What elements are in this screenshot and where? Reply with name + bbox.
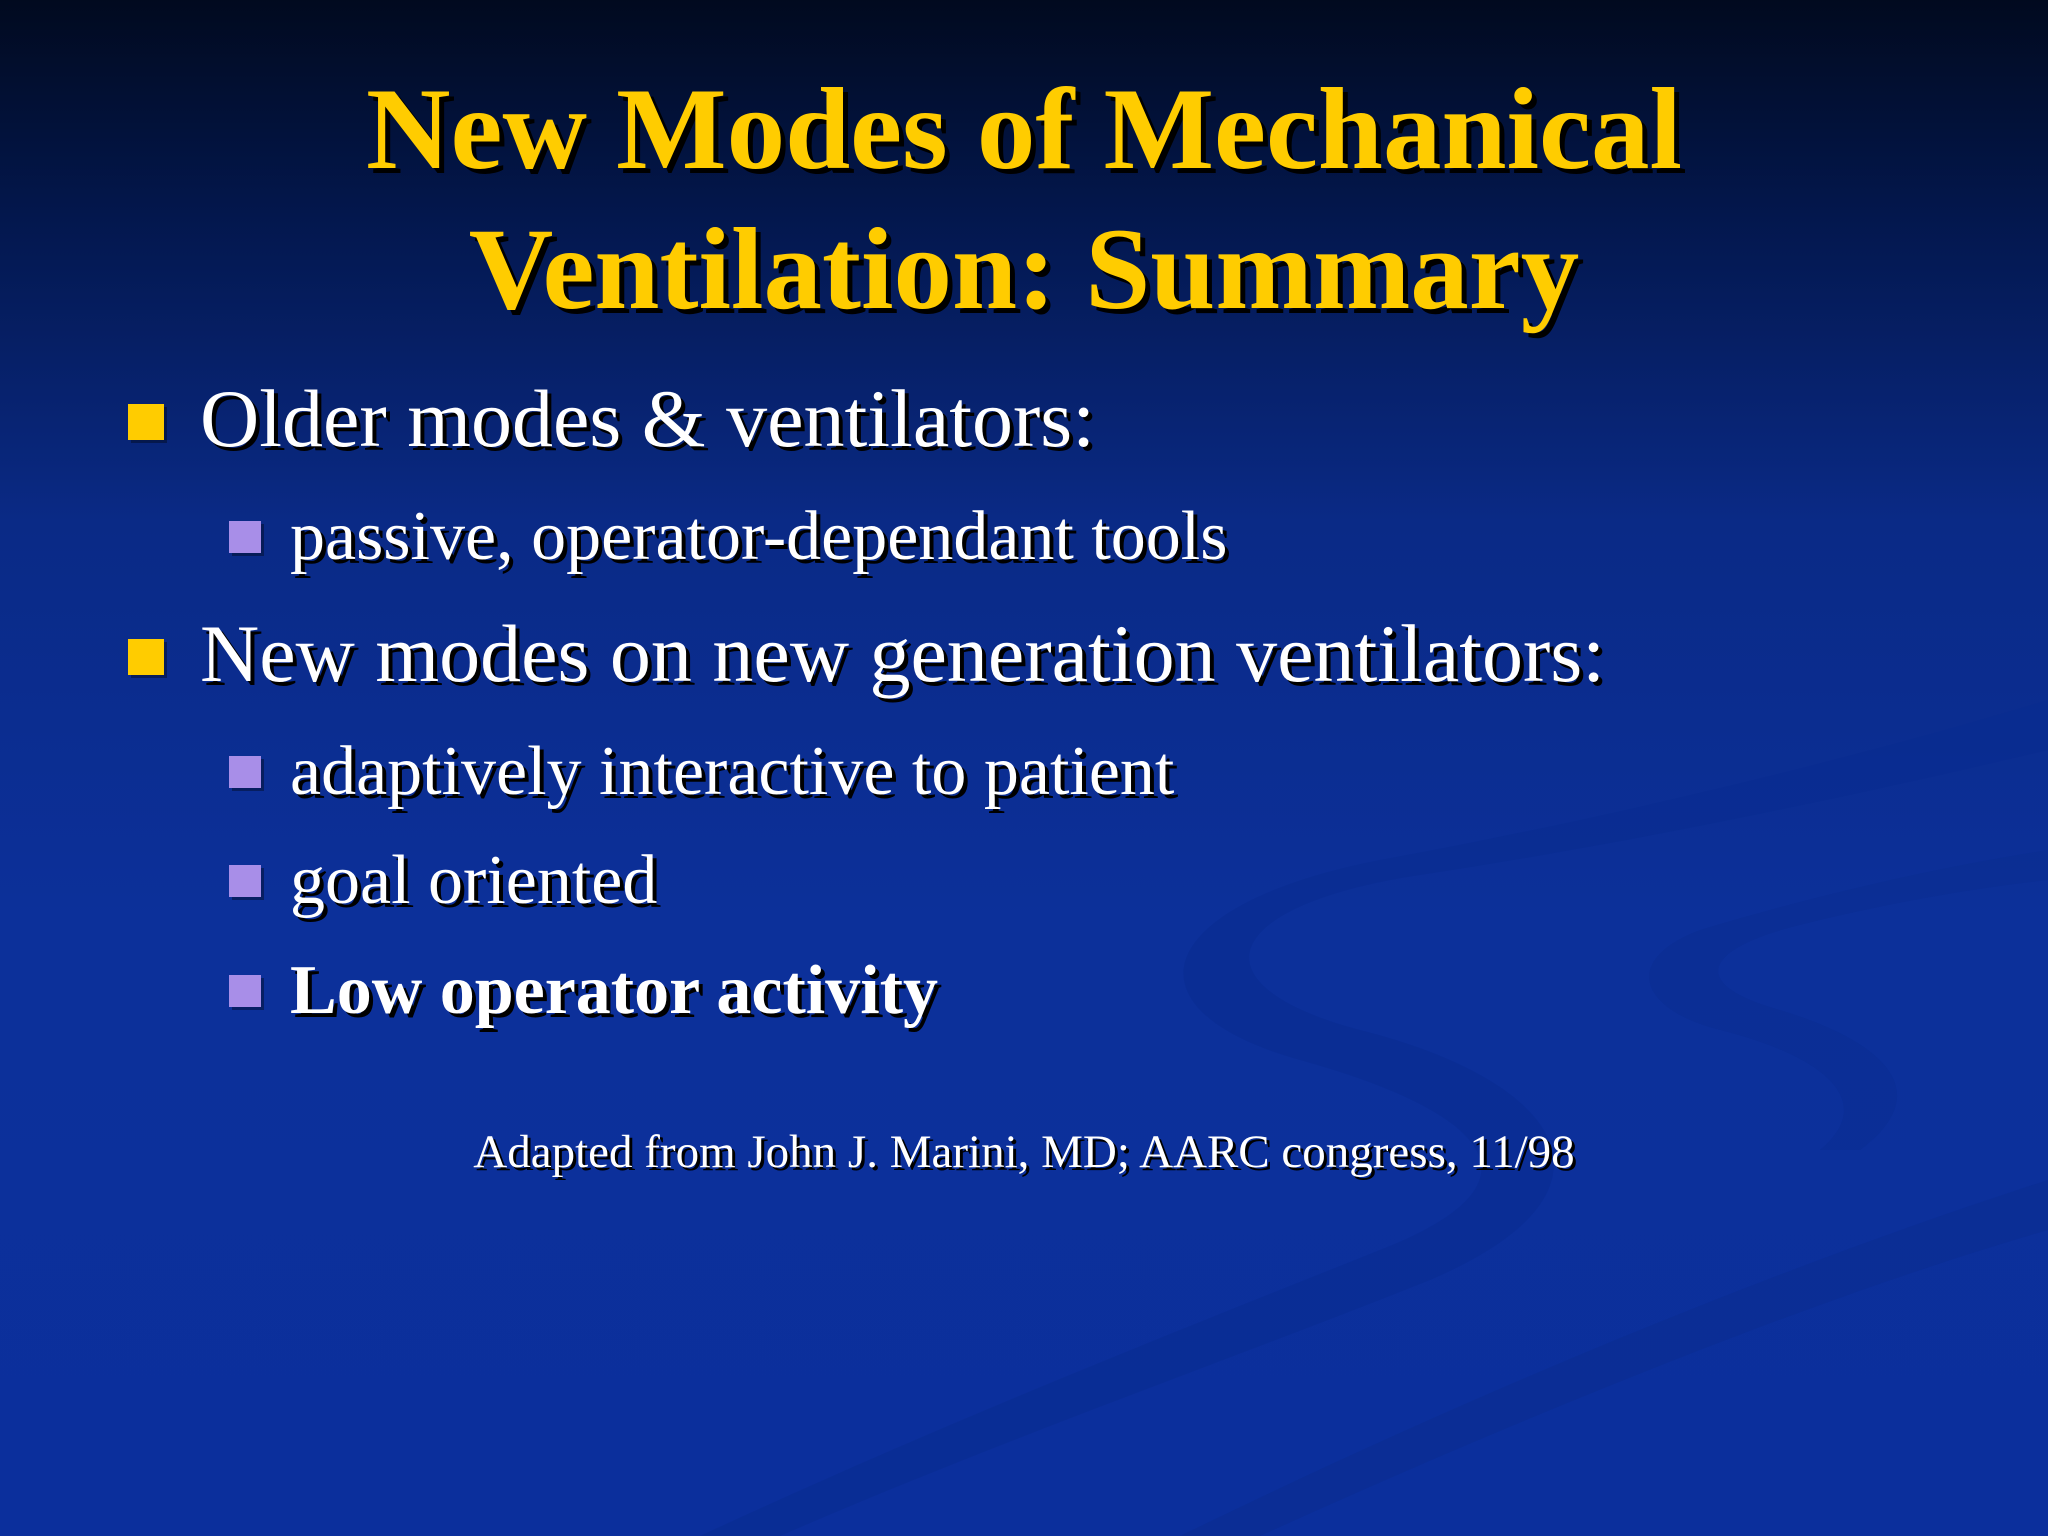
slide-title-line-2: Ventilation: Summary	[468, 205, 1580, 334]
bullet-item-older-modes	[128, 374, 1095, 464]
sub-bullet-text: adaptively interactive to patient	[290, 733, 1175, 810]
lavender-square-bullet-icon	[229, 975, 261, 1007]
yellow-square-bullet-icon	[128, 639, 164, 675]
sub-bullet-item-goal-oriented	[229, 841, 657, 921]
bullet-item-new-modes	[128, 609, 1605, 699]
lavender-square-bullet-icon	[229, 521, 261, 553]
sub-bullet-text-bold: Low operator activity	[290, 952, 939, 1029]
sub-bullet-item-adaptively-interactive	[229, 732, 1174, 812]
sub-bullet-text: passive, operator-dependant tools	[290, 498, 1228, 575]
lavender-square-bullet-icon	[229, 756, 261, 788]
bullet-text: New modes on new generation ventilators:	[200, 608, 1606, 699]
sub-bullet-item-low-operator-activity	[229, 951, 938, 1031]
slide-title-line-1: New Modes of Mechanical	[366, 65, 1682, 194]
bullet-text: Older modes & ventilators:	[200, 373, 1095, 464]
source-credit: Adapted from John J. Marini, MD; AARC congress, 11/98	[473, 1126, 1575, 1178]
sub-bullet-item-passive-tools	[229, 497, 1227, 577]
yellow-square-bullet-icon	[128, 404, 164, 440]
lavender-square-bullet-icon	[229, 865, 261, 897]
sub-bullet-text: goal oriented	[290, 842, 658, 919]
